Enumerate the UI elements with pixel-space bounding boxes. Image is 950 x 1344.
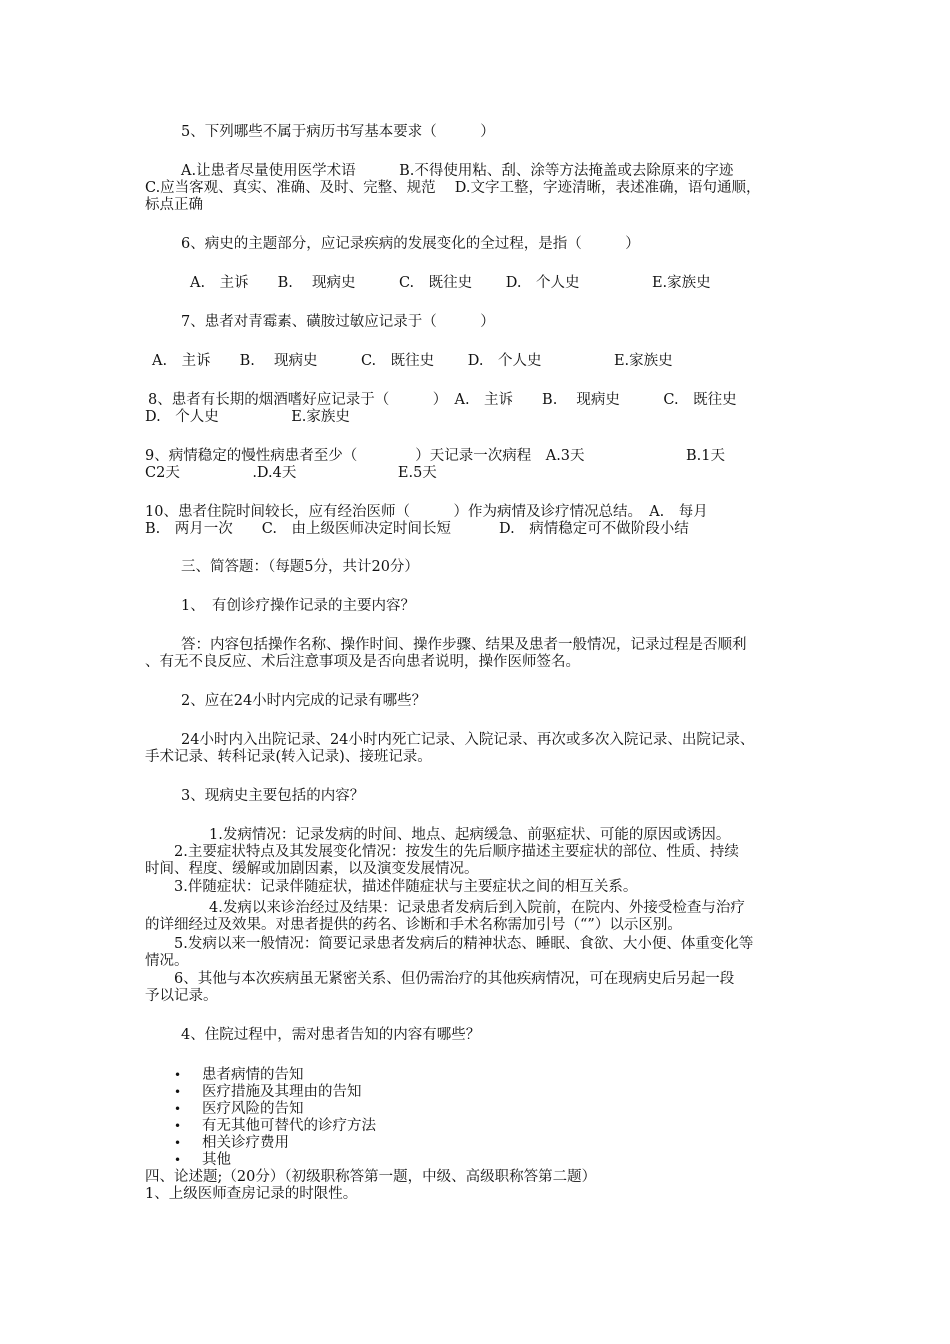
s4-question: 4、住院过程中，需对患者告知的内容有哪些？ (181, 1027, 481, 1043)
q10-line2: B. 两月一次 C. 由上级医师决定时间长短 D. 病情稳定可不做阶段小结 (145, 521, 689, 537)
q5-stem: 5、下列哪些不属于病历书写基本要求（ ） (181, 124, 495, 140)
bullet-marker: • (174, 1136, 182, 1150)
list-item-text: 患者病情的告知 (202, 1067, 304, 1083)
q10-line1: 10、患者住院时间较长，应有经治医师（ ）作为病情及诊疗情况总结。 A. 每月 (145, 504, 708, 520)
s2-answer-line1: 24小时内入出院记录、24小时内死亡记录、入院记录、再次或多次入院记录、出院记录、 (181, 732, 755, 748)
s3-point1: 1.发病情况：记录发病的时间、地点、起病缓急、前驱症状、可能的原因或诱因。 (209, 827, 731, 843)
section4-question1: 1、上级医师查房记录的时限性。 (145, 1186, 358, 1202)
section3-title: 三、简答题：（每题5分，共计20分） (181, 559, 419, 575)
q6-options: A. 主诉 B. 现病史 C. 既往史 D. 个人史 E.家族史 (190, 275, 711, 291)
list-item-text: 有无其他可替代的诊疗方法 (202, 1118, 376, 1134)
s3-point4-line1: 4.发病以来诊治经过及结果：记录患者发病后到入院前，在院内、外接受检查与治疗 (209, 900, 745, 916)
q6-stem: 6、病史的主题部分，应记录疾病的发展变化的全过程，是指（ ） (181, 236, 640, 252)
s1-answer-line2: 、有无不良反应、术后注意事项及是否向患者说明，操作医师签名。 (145, 654, 580, 670)
s3-point3: 3.伴随症状：记录伴随症状，描述伴随症状与主要症状之间的相互关系。 (174, 879, 638, 895)
s3-point2-line2: 时间、程度、缓解或加剧因素，以及演变发展情况。 (145, 861, 479, 877)
q7-options: A. 主诉 B. 现病史 C. 既往史 D. 个人史 E.家族史 (152, 353, 673, 369)
bullet-marker: • (174, 1119, 182, 1133)
s3-question: 3、现病史主要包括的内容？ (181, 788, 365, 804)
s3-point5-line1: 5.发病以来一般情况：简要记录患者发病后的精神状态、睡眠、食欲、大小便、体重变化等 (174, 936, 754, 952)
section4-title: 四、论述题;（20分）（初级职称答第一题，中级、高级职称答第二题） (145, 1169, 597, 1185)
list-item-text: 相关诊疗费用 (202, 1135, 289, 1151)
bullet-marker: • (174, 1085, 182, 1099)
s3-point2-line1: 2.主要症状特点及其发展变化情况：按发生的先后顺序描述主要症状的部位、性质、持续 (174, 844, 739, 860)
s3-point5-line2: 情况。 (145, 953, 189, 969)
list-item-text: 医疗措施及其理由的告知 (202, 1084, 362, 1100)
q5-options-line1: A.让患者尽量使用医学术语 B.不得使用粘、刮、涂等方法掩盖或去除原来的字迹 (181, 163, 734, 179)
q9-line1: 9、病情稳定的慢性病患者至少（ ）天记录一次病程 A.3天 B.1天 (145, 448, 726, 464)
list-item-text: 医疗风险的告知 (202, 1101, 304, 1117)
q7-stem: 7、患者对青霉素、磺胺过敏应记录于（ ） (181, 314, 495, 330)
bullet-marker: • (174, 1068, 182, 1082)
s3-point4-line2: 的详细经过及效果。对患者提供的药名、诊断和手术名称需加引号（“”）以示区别。 (145, 917, 682, 933)
q8-line1: 8、患者有长期的烟酒嗜好应记录于（ ） A. 主诉 B. 现病史 C. 既往史 (148, 392, 737, 408)
bullet-marker: • (174, 1102, 182, 1116)
q9-line2: C2天 .D.4天 E.5天 (145, 465, 437, 481)
s2-question: 2、应在24小时内完成的记录有哪些？ (181, 693, 427, 709)
q8-line2: D. 个人史 E.家族史 (145, 409, 350, 425)
list-item-text: 其他 (202, 1152, 231, 1168)
s3-point6-line2: 予以记录。 (145, 988, 218, 1004)
s3-point6-line1: 6、其他与本次疾病虽无紧密关系、但仍需治疗的其他疾病情况，可在现病史后另起一段 (174, 971, 735, 987)
s2-answer-line2: 手术记录、转科记录(转入记录)、接班记录。 (145, 749, 432, 765)
q5-options-line2: C.应当客观、真实、准确、及时、完整、规范 D.文字工整，字迹清晰，表述准确，语句通顺， (145, 180, 761, 196)
bullet-marker: • (174, 1153, 182, 1167)
s1-answer-line1: 答：内容包括操作名称、操作时间、操作步骤、结果及患者一般情况，记录过程是否顺利 (181, 637, 747, 653)
q5-options-line3: 标点正确 (145, 197, 203, 213)
s1-question: 1、 有创诊疗操作记录的主要内容？ (181, 598, 415, 614)
